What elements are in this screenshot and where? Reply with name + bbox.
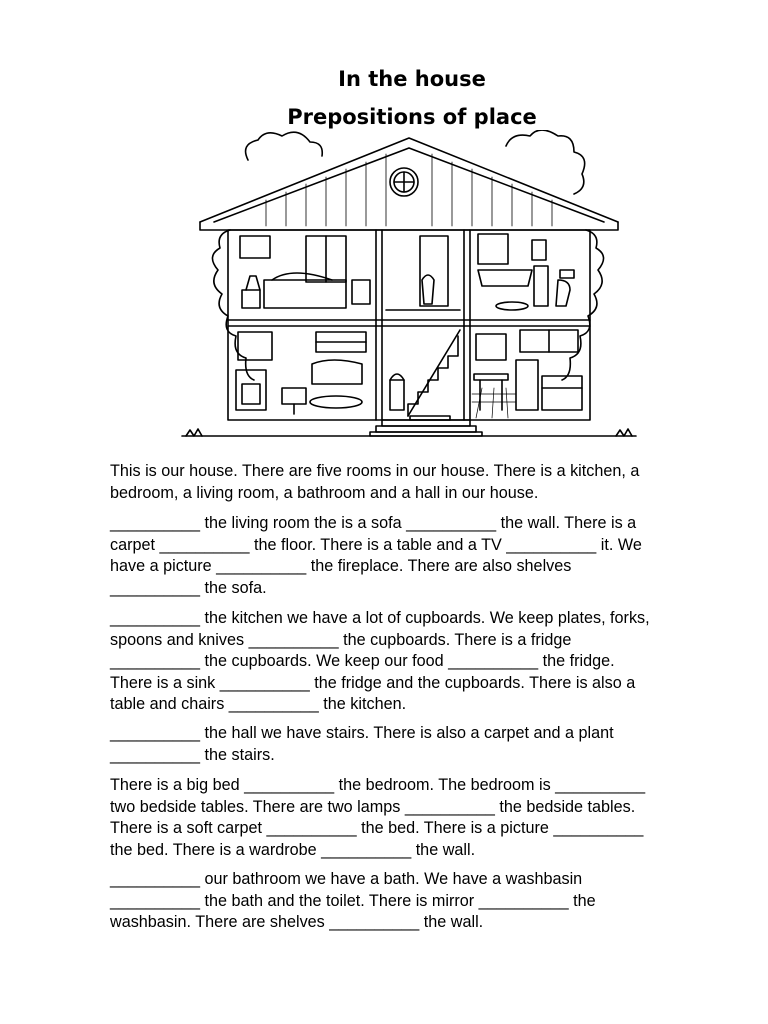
- text-line: __________ the bath and the toilet. There is mirror __________ the: [110, 891, 596, 910]
- paragraph-bedroom: [110, 775, 716, 861]
- hall-upstairs-scene: [386, 236, 460, 310]
- text-line: __________ our bathroom we have a bath. We have a washbasin: [110, 870, 583, 888]
- front-steps: [370, 420, 482, 436]
- roof: [200, 138, 618, 222]
- text-line: This is our house. There are five rooms in our house. There is a kitchen, a: [110, 462, 640, 480]
- kitchen-scene: [472, 330, 582, 418]
- text-line: table and chairs __________ the kitchen.: [110, 695, 407, 714]
- paragraph-kitchen: [110, 608, 716, 716]
- text-line: __________ the hall we have stairs. There is also a carpet and a plant: [110, 724, 614, 742]
- paragraph-intro: [110, 461, 716, 504]
- text-line: __________ the kitchen we have a lot of cupboards. We keep plates, forks,: [110, 609, 650, 627]
- house-cross-section-illustration: [176, 130, 642, 446]
- text-line: __________ the cupboards. We keep our food __________ the fridge.: [110, 652, 615, 671]
- bathroom-scene: [478, 234, 574, 310]
- text-line: __________ the living room the is a sofa __________ the wall. There is a: [110, 514, 637, 532]
- text-line: __________ the stairs.: [110, 745, 275, 764]
- paragraph-hall: [110, 723, 716, 766]
- stairs-scene: [390, 330, 460, 420]
- bush-right-icon: [562, 230, 604, 380]
- paragraph-living-room: [110, 513, 716, 599]
- text-line: carpet __________ the floor. There is a table and a TV __________ it. We: [110, 535, 642, 554]
- text-line: washbasin. There are shelves __________ the wall.: [110, 913, 484, 932]
- text-line: spoons and knives __________ the cupboards. There is a fridge: [110, 630, 572, 649]
- text-line: bedroom, a living room, a bathroom and a hall in our house.: [110, 483, 539, 502]
- cloud-right-icon: [506, 130, 585, 194]
- worksheet-title: In the house: [338, 67, 486, 91]
- bush-left-icon: [212, 230, 254, 380]
- bedroom-scene: [240, 236, 370, 308]
- text-line: There is a sink __________ the fridge and the cupboards. There is also a: [110, 673, 636, 692]
- worksheet-subtitle: Prepositions of place: [287, 105, 537, 129]
- text-line: There is a soft carpet __________ the bed. There is a picture __________: [110, 819, 644, 838]
- cloud-left-icon: [246, 132, 323, 160]
- paragraph-bathroom: [110, 869, 716, 934]
- text-line: have a picture __________ the fireplace. There are also shelves: [110, 557, 572, 576]
- text-line: __________ the sofa.: [110, 578, 267, 597]
- text-line: two bedside tables. There are two lamps __________ the bedside tables.: [110, 797, 636, 816]
- text-line: There is a big bed __________ the bedroom. The bedroom is __________: [110, 776, 646, 794]
- text-line: the bed. There is a wardrobe __________ the wall.: [110, 840, 476, 859]
- living-room-scene: [236, 332, 366, 414]
